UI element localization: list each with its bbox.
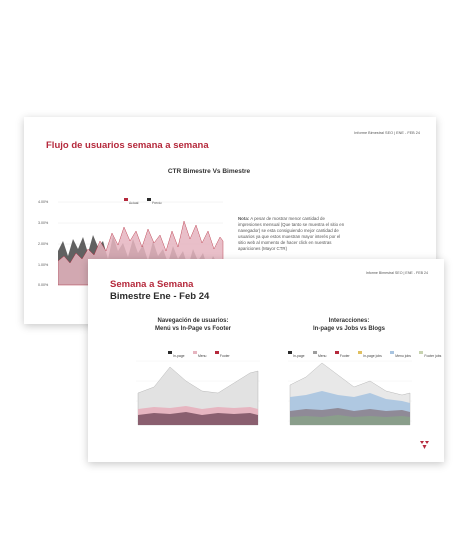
legend-label: In-page bbox=[293, 354, 305, 358]
page-title: Flujo de usuarios semana a semana bbox=[46, 140, 209, 151]
legend-label: Menu bbox=[317, 354, 327, 358]
section-subtitle: Bimestre Ene - Feb 24 bbox=[110, 291, 210, 302]
legend-label: Actual bbox=[129, 201, 139, 205]
legend-label: Footer bbox=[339, 354, 350, 358]
brand-logo-icon bbox=[420, 441, 430, 450]
front-slide bbox=[88, 259, 444, 462]
y-tick: 0.00% bbox=[38, 283, 49, 287]
legend-label: In-page bbox=[173, 354, 185, 358]
legend-label: Previo bbox=[151, 201, 162, 205]
legend-label: Footer bbox=[219, 354, 230, 358]
y-tick: 2.00% bbox=[38, 242, 49, 246]
left-chart-title-line1: Navegación de usuarios: bbox=[157, 318, 229, 324]
left-chart-title-line2: Menú vs In-Page vs Footer bbox=[154, 326, 232, 332]
note-label: Nota: bbox=[238, 216, 250, 221]
left-area-chart bbox=[132, 351, 264, 429]
chart-title: CTR Bimestre Vs Bimestre bbox=[167, 168, 251, 175]
header-meta: Informe Bimestral SEO | ENE - FEB 24 bbox=[354, 131, 420, 135]
legend-label: Menu jobs bbox=[395, 354, 411, 358]
note-paragraph bbox=[238, 216, 348, 252]
legend-label: Menu bbox=[197, 354, 207, 358]
y-tick: 1.00% bbox=[38, 263, 49, 267]
right-chart-title-line2: In-page vs Jobs vs Blogs bbox=[312, 326, 386, 332]
y-tick: 4.00% bbox=[38, 200, 49, 204]
y-tick: 3.00% bbox=[38, 221, 49, 225]
legend-label: In-page jobs bbox=[363, 354, 382, 358]
note-text: A pesar de mostrar menor cantidad de impresiones mensual (Que tanto se muestra el sitio en navegador) se esta consiguiendo mejor cantidad de usuarios ya que estos muestran mayor interés por el sitio web al momento de hacer click en nuestras apariciones (Mayor CTR) bbox=[238, 216, 345, 251]
section-title: Semana a Semana bbox=[110, 279, 194, 290]
legend-swatch bbox=[419, 351, 423, 354]
left-chart-title bbox=[128, 317, 258, 333]
right-chart-title-line1: Interacciones: bbox=[328, 318, 370, 324]
header-meta: Informe Bimestral SEO | ENE - FEB 24 bbox=[365, 271, 428, 275]
right-chart-title bbox=[284, 317, 414, 333]
legend-label: Footer jobs bbox=[424, 354, 442, 358]
right-area-chart bbox=[284, 351, 416, 429]
